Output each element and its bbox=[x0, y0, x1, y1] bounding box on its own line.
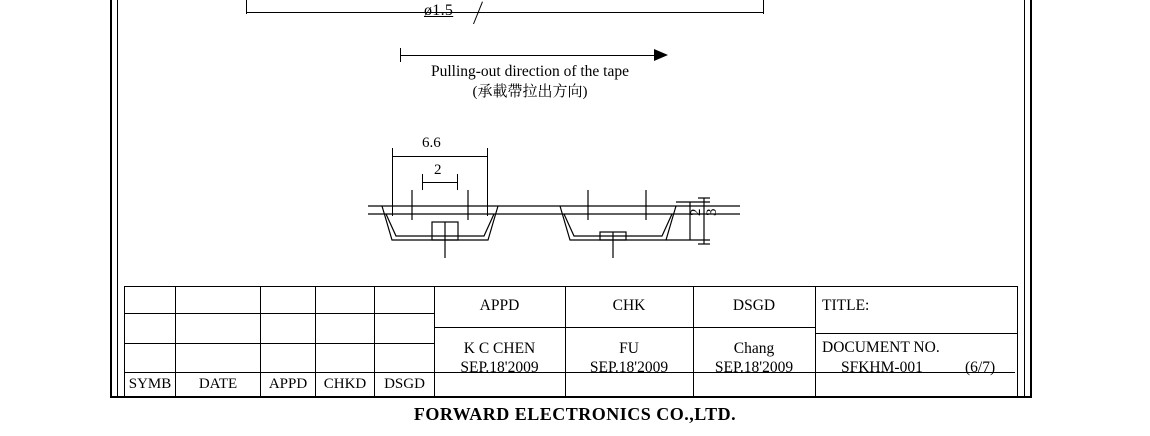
signature-chk-date: SEP.18'2009 bbox=[589, 359, 669, 376]
legend-symb: SYMB bbox=[128, 376, 172, 392]
legend-date: DATE bbox=[198, 376, 238, 392]
tape-cross-section-svg bbox=[360, 140, 740, 270]
legend-dsgd: DSGD bbox=[384, 376, 425, 392]
document-no-label: DOCUMENT NO. bbox=[822, 339, 940, 356]
direction-caption-cn: (承載帶拉出方向) bbox=[472, 84, 588, 100]
dimension-2-text: 2 bbox=[434, 162, 442, 178]
grid-row-title-split bbox=[815, 333, 1017, 334]
diameter-dimension-label: ø1.5 bbox=[424, 2, 454, 19]
direction-caption bbox=[330, 62, 730, 102]
signature-dsgd-date: SEP.18'2009 bbox=[714, 359, 794, 376]
legend-chkd: CHKD bbox=[323, 376, 367, 392]
signature-appd-date: SEP.18'2009 bbox=[460, 359, 539, 376]
grid-col-8 bbox=[815, 287, 816, 397]
header-dsgd: DSGD bbox=[732, 297, 776, 314]
direction-arrow-line bbox=[400, 55, 662, 56]
signature-appd-name: K C CHEN bbox=[463, 340, 536, 357]
document-no-value: SFKHM-001 bbox=[841, 359, 923, 376]
document-page: (6/7) bbox=[965, 359, 996, 376]
header-chk: CHK bbox=[612, 297, 646, 314]
dimension-3-vertical-text: 3 bbox=[704, 208, 720, 216]
signature-dsgd-name: Chang bbox=[733, 340, 775, 357]
direction-arrow-head-icon bbox=[654, 49, 668, 61]
header-appd: APPD bbox=[479, 297, 520, 314]
pulling-direction-group bbox=[0, 0, 1150, 120]
grid-row-sign-header bbox=[434, 327, 815, 328]
grid-row-1 bbox=[125, 313, 434, 314]
title-block bbox=[124, 286, 1018, 398]
tape-section-view bbox=[360, 135, 740, 270]
dimension-2-vertical-text: 2 bbox=[688, 208, 704, 216]
direction-arrow-tail bbox=[400, 48, 401, 62]
dimension-6p6-text: 6.6 bbox=[422, 135, 441, 151]
signature-chk-name: FU bbox=[619, 340, 639, 357]
header-title-label: TITLE: bbox=[822, 297, 870, 314]
direction-caption-en: Pulling-out direction of the tape bbox=[430, 63, 629, 80]
company-footer: FORWARD ELECTRONICS CO.,LTD. bbox=[413, 404, 737, 424]
legend-appd: APPD bbox=[268, 376, 308, 392]
grid-row-2 bbox=[125, 343, 434, 344]
